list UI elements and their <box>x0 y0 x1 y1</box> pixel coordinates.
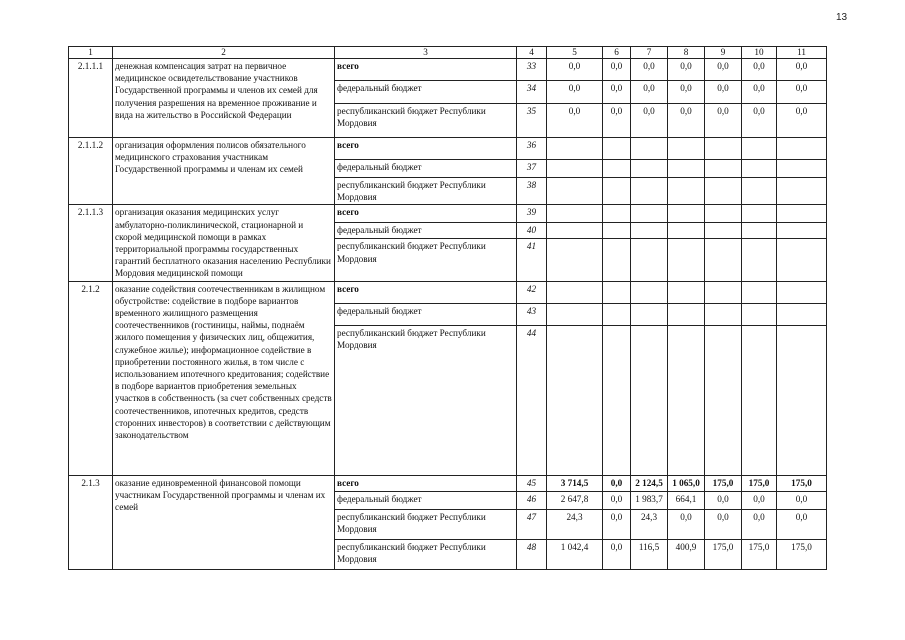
item-description: организация оформления полисов обязательного медицинского страхования участникам Государственной программы и членам их семей <box>113 138 335 205</box>
value-cell <box>631 160 668 178</box>
value-cell: 0,0 <box>777 81 827 104</box>
value-cell <box>547 325 603 475</box>
value-cell <box>631 303 668 325</box>
value-cell: 175,0 <box>705 475 742 491</box>
table-body <box>69 59 827 570</box>
funding-source: всего <box>335 205 517 223</box>
value-cell <box>705 205 742 223</box>
value-cell: 0,0 <box>668 81 705 104</box>
value-cell: 0,0 <box>777 104 827 138</box>
value-cell: 0,0 <box>742 491 777 509</box>
value-cell <box>777 239 827 281</box>
item-code: 2.1.1.2 <box>69 138 113 205</box>
value-cell: 0,0 <box>705 509 742 539</box>
value-cell: 0,0 <box>631 104 668 138</box>
value-cell <box>705 178 742 205</box>
value-cell: 0,0 <box>603 475 631 491</box>
row-number: 34 <box>517 81 547 104</box>
value-cell: 0,0 <box>603 539 631 569</box>
funding-source: республиканский бюджет Республики Мордовия <box>335 539 517 569</box>
value-cell <box>742 281 777 303</box>
row-number: 36 <box>517 138 547 160</box>
table-row <box>69 205 827 223</box>
funding-source: федеральный бюджет <box>335 223 517 239</box>
value-cell <box>631 138 668 160</box>
value-cell: 0,0 <box>603 509 631 539</box>
value-cell: 0,0 <box>631 81 668 104</box>
value-cell: 0,0 <box>668 59 705 81</box>
item-description: организация оказания медицинских услуг амбулаторно-поликлинической, стационарной и скорой медицинской помощи в рамках территориальной программы государственных гарантий бесплатного оказания населению Республики Мордовия медицинской помощи <box>113 205 335 281</box>
value-cell <box>547 138 603 160</box>
value-cell <box>777 223 827 239</box>
value-cell: 116,5 <box>631 539 668 569</box>
value-cell <box>668 325 705 475</box>
column-header: 7 <box>631 47 668 59</box>
value-cell <box>603 160 631 178</box>
value-cell: 0,0 <box>631 59 668 81</box>
column-header: 2 <box>113 47 335 59</box>
value-cell <box>742 325 777 475</box>
value-cell: 0,0 <box>705 59 742 81</box>
value-cell: 0,0 <box>777 509 827 539</box>
value-cell: 2 647,8 <box>547 491 603 509</box>
row-number: 38 <box>517 178 547 205</box>
value-cell <box>777 303 827 325</box>
column-header: 3 <box>335 47 517 59</box>
column-header: 11 <box>777 47 827 59</box>
value-cell: 0,0 <box>777 59 827 81</box>
value-cell <box>631 205 668 223</box>
value-cell: 0,0 <box>603 104 631 138</box>
column-header: 1 <box>69 47 113 59</box>
value-cell <box>631 178 668 205</box>
value-cell: 0,0 <box>742 509 777 539</box>
value-cell <box>547 281 603 303</box>
funding-source: федеральный бюджет <box>335 491 517 509</box>
value-cell: 0,0 <box>547 59 603 81</box>
value-cell: 0,0 <box>742 59 777 81</box>
value-cell: 0,0 <box>668 509 705 539</box>
value-cell <box>705 281 742 303</box>
value-cell <box>742 239 777 281</box>
value-cell <box>705 303 742 325</box>
row-number: 47 <box>517 509 547 539</box>
value-cell <box>603 138 631 160</box>
row-number: 45 <box>517 475 547 491</box>
value-cell <box>777 138 827 160</box>
funding-source: республиканский бюджет Республики Мордовия <box>335 509 517 539</box>
value-cell <box>668 223 705 239</box>
value-cell: 175,0 <box>705 539 742 569</box>
value-cell <box>668 178 705 205</box>
value-cell <box>603 223 631 239</box>
value-cell <box>631 223 668 239</box>
value-cell <box>705 239 742 281</box>
funding-source: республиканский бюджет Республики Мордовия <box>335 239 517 281</box>
row-number: 42 <box>517 281 547 303</box>
table-row <box>69 138 827 160</box>
value-cell <box>547 178 603 205</box>
value-cell <box>777 205 827 223</box>
value-cell <box>742 178 777 205</box>
item-description: оказание содействия соотечественникам в жилищном обустройстве: содействие в подборе вариантов временного жилищного размещения соотечественников (гостиницы, наймы, поднаём жилого помещения у физических лиц, общежития, служебное жилье); информационное содействие в приобретении постоянного жилья, в том числе с использованием ипотечного кредитования; содействие в подборе вариантов приобретения земельных участков в собственность (за счет собственных средств соотечественников, ипотечных кредитов, средств сторонних инвесторов) в соответствии с действующим законодательством <box>113 281 335 475</box>
value-cell <box>668 160 705 178</box>
row-number: 48 <box>517 539 547 569</box>
value-cell <box>742 138 777 160</box>
value-cell: 1 042,4 <box>547 539 603 569</box>
value-cell: 0,0 <box>742 104 777 138</box>
column-header: 9 <box>705 47 742 59</box>
value-cell <box>668 138 705 160</box>
column-header: 6 <box>603 47 631 59</box>
value-cell <box>777 325 827 475</box>
funding-source: республиканский бюджет Республики Мордовия <box>335 178 517 205</box>
value-cell <box>668 239 705 281</box>
budget-table <box>68 46 827 570</box>
page-number: 13 <box>836 12 848 23</box>
row-number: 35 <box>517 104 547 138</box>
value-cell: 0,0 <box>705 491 742 509</box>
value-cell <box>777 160 827 178</box>
row-number: 44 <box>517 325 547 475</box>
value-cell <box>603 281 631 303</box>
funding-source: всего <box>335 59 517 81</box>
item-code: 2.1.1.1 <box>69 59 113 138</box>
table-row <box>69 59 827 81</box>
value-cell: 2 124,5 <box>631 475 668 491</box>
row-number: 40 <box>517 223 547 239</box>
funding-source: федеральный бюджет <box>335 160 517 178</box>
value-cell <box>603 303 631 325</box>
value-cell <box>603 178 631 205</box>
item-description: оказание единовременной финансовой помощи участникам Государственной программы и членам их семей <box>113 475 335 569</box>
value-cell <box>777 178 827 205</box>
value-cell: 24,3 <box>631 509 668 539</box>
value-cell <box>547 223 603 239</box>
value-cell: 1 065,0 <box>668 475 705 491</box>
value-cell: 175,0 <box>777 475 827 491</box>
value-cell: 664,1 <box>668 491 705 509</box>
funding-source: федеральный бюджет <box>335 303 517 325</box>
funding-source: республиканский бюджет Республики Мордовия <box>335 104 517 138</box>
value-cell: 0,0 <box>705 81 742 104</box>
row-number: 39 <box>517 205 547 223</box>
column-header: 5 <box>547 47 603 59</box>
value-cell: 0,0 <box>603 59 631 81</box>
value-cell <box>603 239 631 281</box>
funding-source: всего <box>335 281 517 303</box>
row-number: 41 <box>517 239 547 281</box>
value-cell: 175,0 <box>742 475 777 491</box>
value-cell <box>668 281 705 303</box>
column-header: 8 <box>668 47 705 59</box>
value-cell <box>742 160 777 178</box>
item-description: денежная компенсация затрат на первичное медицинское освидетельствование участников Государственной программы и членов их семей для получения разрешения на временное проживание и вида на жительство в Российской Федерации <box>113 59 335 138</box>
value-cell <box>668 303 705 325</box>
value-cell: 3 714,5 <box>547 475 603 491</box>
item-code: 2.1.2 <box>69 281 113 475</box>
value-cell <box>668 205 705 223</box>
value-cell <box>705 223 742 239</box>
row-number: 46 <box>517 491 547 509</box>
funding-source: федеральный бюджет <box>335 81 517 104</box>
value-cell <box>705 325 742 475</box>
funding-source: всего <box>335 138 517 160</box>
value-cell <box>631 239 668 281</box>
value-cell: 0,0 <box>603 81 631 104</box>
value-cell: 0,0 <box>603 491 631 509</box>
row-number: 33 <box>517 59 547 81</box>
row-number: 37 <box>517 160 547 178</box>
column-header: 4 <box>517 47 547 59</box>
value-cell <box>705 138 742 160</box>
value-cell: 0,0 <box>668 104 705 138</box>
value-cell: 175,0 <box>777 539 827 569</box>
value-cell: 400,9 <box>668 539 705 569</box>
value-cell: 0,0 <box>547 104 603 138</box>
table-row <box>69 281 827 303</box>
value-cell <box>547 160 603 178</box>
value-cell <box>603 205 631 223</box>
value-cell: 0,0 <box>777 491 827 509</box>
value-cell <box>742 205 777 223</box>
value-cell: 1 983,7 <box>631 491 668 509</box>
value-cell: 175,0 <box>742 539 777 569</box>
value-cell <box>547 303 603 325</box>
column-header: 10 <box>742 47 777 59</box>
value-cell <box>547 205 603 223</box>
value-cell <box>705 160 742 178</box>
item-code: 2.1.1.3 <box>69 205 113 281</box>
value-cell: 0,0 <box>705 104 742 138</box>
value-cell: 0,0 <box>547 81 603 104</box>
funding-source: республиканский бюджет Республики Мордовия <box>335 325 517 475</box>
item-code: 2.1.3 <box>69 475 113 569</box>
header-row <box>69 47 827 59</box>
row-number: 43 <box>517 303 547 325</box>
funding-source: всего <box>335 475 517 491</box>
value-cell: 0,0 <box>742 81 777 104</box>
value-cell: 24,3 <box>547 509 603 539</box>
value-cell <box>742 303 777 325</box>
value-cell <box>742 223 777 239</box>
value-cell <box>631 325 668 475</box>
table-row <box>69 475 827 491</box>
value-cell <box>631 281 668 303</box>
value-cell <box>547 239 603 281</box>
value-cell <box>603 325 631 475</box>
value-cell <box>777 281 827 303</box>
